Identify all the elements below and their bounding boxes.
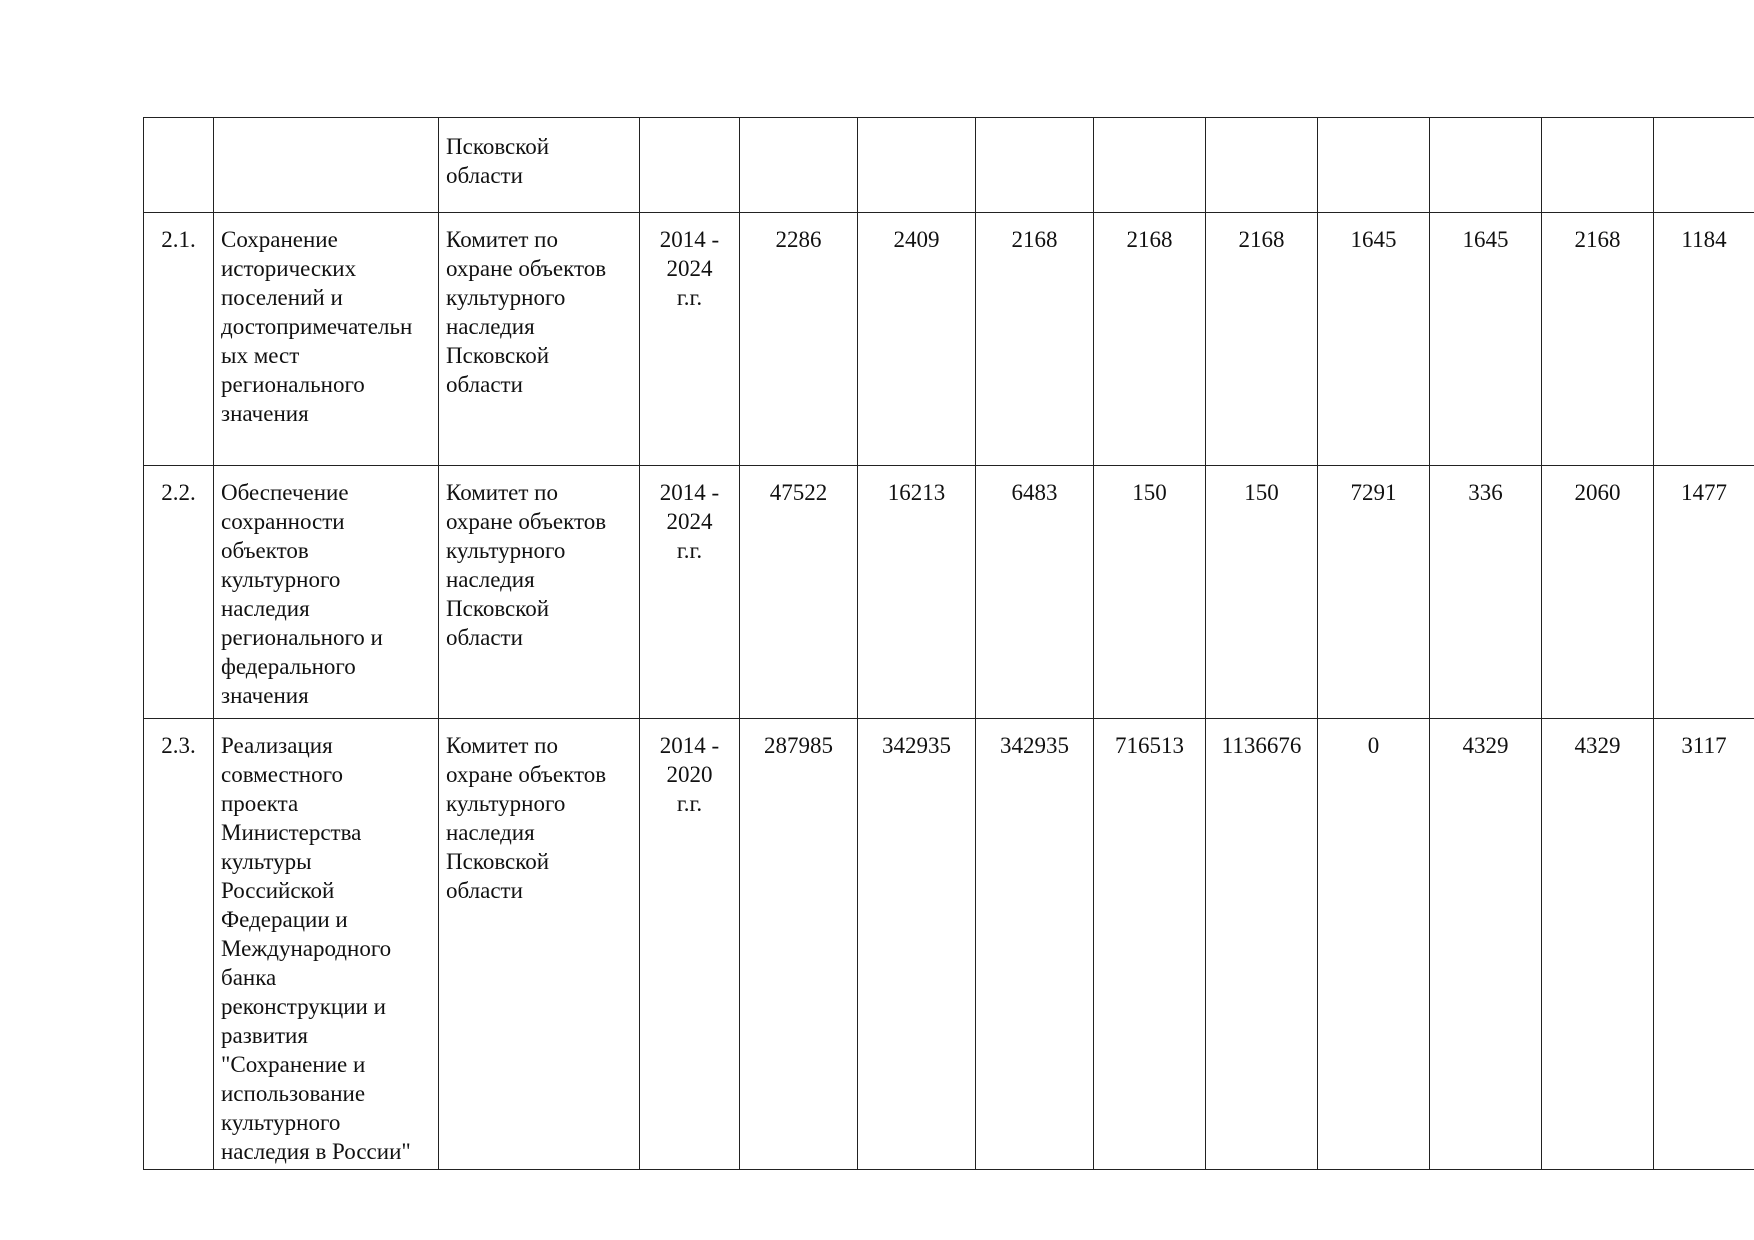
value-cell: 7291 bbox=[1318, 466, 1430, 719]
name-line: наследия в России" bbox=[221, 1139, 411, 1164]
years-line: 2014 - bbox=[659, 733, 720, 758]
name-line: значения bbox=[221, 683, 309, 708]
name-line: Министерства bbox=[221, 820, 362, 845]
org-line: охране объектов bbox=[446, 762, 607, 787]
measure-name-cell bbox=[214, 213, 439, 466]
org-line: Псковской bbox=[446, 343, 550, 368]
value-cell bbox=[1206, 118, 1318, 213]
value-cell: 150 bbox=[1094, 466, 1206, 719]
value-cell bbox=[976, 118, 1094, 213]
program-table bbox=[143, 117, 1754, 1170]
name-line: регионального bbox=[221, 372, 365, 397]
org-line: Псковской bbox=[446, 134, 550, 159]
org-line: Псковской bbox=[446, 849, 550, 874]
name-line: банка bbox=[221, 965, 277, 990]
value-cell: 342935 bbox=[858, 719, 976, 1170]
name-line: значения bbox=[221, 401, 309, 426]
name-line: исторических bbox=[221, 256, 357, 281]
name-line: Международного bbox=[221, 936, 392, 961]
value-cell: 336 bbox=[1430, 466, 1542, 719]
name-line: использование bbox=[221, 1081, 366, 1106]
value-cell: 2168 bbox=[1094, 213, 1206, 466]
value-cell bbox=[740, 118, 858, 213]
name-line: наследия bbox=[221, 596, 310, 621]
value-cell: 716513 bbox=[1094, 719, 1206, 1170]
org-line: области bbox=[446, 878, 523, 903]
item-number-cell: 2.2. bbox=[144, 466, 214, 719]
org-line: культурного bbox=[446, 538, 566, 563]
org-line: области bbox=[446, 372, 523, 397]
name-line: достопримечательн bbox=[221, 314, 413, 339]
name-line: Обеспечение bbox=[221, 480, 349, 505]
name-line: культурного bbox=[221, 567, 341, 592]
value-cell: 1645 bbox=[1430, 213, 1542, 466]
value-cell bbox=[1318, 118, 1430, 213]
years-line: 2024 bbox=[666, 509, 713, 534]
value-cell: 6483 bbox=[976, 466, 1094, 719]
org-line: наследия bbox=[446, 567, 535, 592]
name-line: объектов bbox=[221, 538, 309, 563]
executor-cell bbox=[439, 466, 640, 719]
value-cell bbox=[1430, 118, 1542, 213]
executor-cell bbox=[439, 118, 640, 213]
name-line: регионального и bbox=[221, 625, 383, 650]
value-cell: 287985 bbox=[740, 719, 858, 1170]
table-row bbox=[144, 466, 1754, 719]
org-line: культурного bbox=[446, 791, 566, 816]
name-line: Российской bbox=[221, 878, 335, 903]
value-cell: 1477 bbox=[1654, 466, 1754, 719]
name-line: Федерации и bbox=[221, 907, 348, 932]
name-line: реконструкции и bbox=[221, 994, 386, 1019]
org-line: области bbox=[446, 163, 523, 188]
value-cell: 1645 bbox=[1318, 213, 1430, 466]
value-cell: 16213 bbox=[858, 466, 976, 719]
measure-name-cell bbox=[214, 118, 439, 213]
period-cell bbox=[640, 719, 740, 1170]
name-line: федерального bbox=[221, 654, 356, 679]
org-line: охране объектов bbox=[446, 509, 607, 534]
value-cell: 2168 bbox=[1542, 213, 1654, 466]
value-cell: 4329 bbox=[1542, 719, 1654, 1170]
value-cell: 1184 bbox=[1654, 213, 1754, 466]
years-line: 2020 bbox=[666, 762, 713, 787]
name-line: культурного bbox=[221, 1110, 341, 1135]
value-cell: 3117 bbox=[1654, 719, 1754, 1170]
org-line: наследия bbox=[446, 820, 535, 845]
item-number-cell bbox=[144, 118, 214, 213]
measure-name-cell bbox=[214, 719, 439, 1170]
value-cell: 0 bbox=[1318, 719, 1430, 1170]
name-line: Сохранение bbox=[221, 227, 338, 252]
value-cell: 47522 bbox=[740, 466, 858, 719]
period-cell bbox=[640, 118, 740, 213]
years-line: г.г. bbox=[676, 285, 703, 310]
table-row bbox=[144, 213, 1754, 466]
value-cell: 1136676 bbox=[1206, 719, 1318, 1170]
executor-cell bbox=[439, 719, 640, 1170]
years-line: 2014 - bbox=[659, 227, 720, 252]
period-cell bbox=[640, 213, 740, 466]
org-line: культурного bbox=[446, 285, 566, 310]
org-line: Комитет по bbox=[446, 733, 558, 758]
years-line: г.г. bbox=[676, 538, 703, 563]
org-line: Комитет по bbox=[446, 227, 558, 252]
value-cell: 150 bbox=[1206, 466, 1318, 719]
item-number-cell: 2.3. bbox=[144, 719, 214, 1170]
name-line: "Сохранение и bbox=[221, 1052, 366, 1077]
value-cell: 342935 bbox=[976, 719, 1094, 1170]
org-line: Псковской bbox=[446, 596, 550, 621]
org-line: Комитет по bbox=[446, 480, 558, 505]
value-cell: 2060 bbox=[1542, 466, 1654, 719]
name-line: проекта bbox=[221, 791, 299, 816]
item-number-cell: 2.1. bbox=[144, 213, 214, 466]
org-line: наследия bbox=[446, 314, 535, 339]
years-line: 2024 bbox=[666, 256, 713, 281]
table-row bbox=[144, 118, 1754, 213]
years-line: г.г. bbox=[676, 791, 703, 816]
value-cell: 2168 bbox=[1206, 213, 1318, 466]
name-line: поселений и bbox=[221, 285, 343, 310]
org-line: охране объектов bbox=[446, 256, 607, 281]
value-cell: 2168 bbox=[976, 213, 1094, 466]
value-cell bbox=[1542, 118, 1654, 213]
value-cell bbox=[1654, 118, 1754, 213]
value-cell bbox=[858, 118, 976, 213]
value-cell bbox=[1094, 118, 1206, 213]
executor-cell bbox=[439, 213, 640, 466]
value-cell: 2409 bbox=[858, 213, 976, 466]
measure-name-cell bbox=[214, 466, 439, 719]
period-cell bbox=[640, 466, 740, 719]
name-line: ых мест bbox=[221, 343, 300, 368]
value-cell: 4329 bbox=[1430, 719, 1542, 1170]
org-line: области bbox=[446, 625, 523, 650]
value-cell: 2286 bbox=[740, 213, 858, 466]
name-line: совместного bbox=[221, 762, 343, 787]
name-line: сохранности bbox=[221, 509, 345, 534]
table-row bbox=[144, 719, 1754, 1170]
name-line: культуры bbox=[221, 849, 312, 874]
name-line: Реализация bbox=[221, 733, 333, 758]
years-line: 2014 - bbox=[659, 480, 720, 505]
name-line: развития bbox=[221, 1023, 308, 1048]
